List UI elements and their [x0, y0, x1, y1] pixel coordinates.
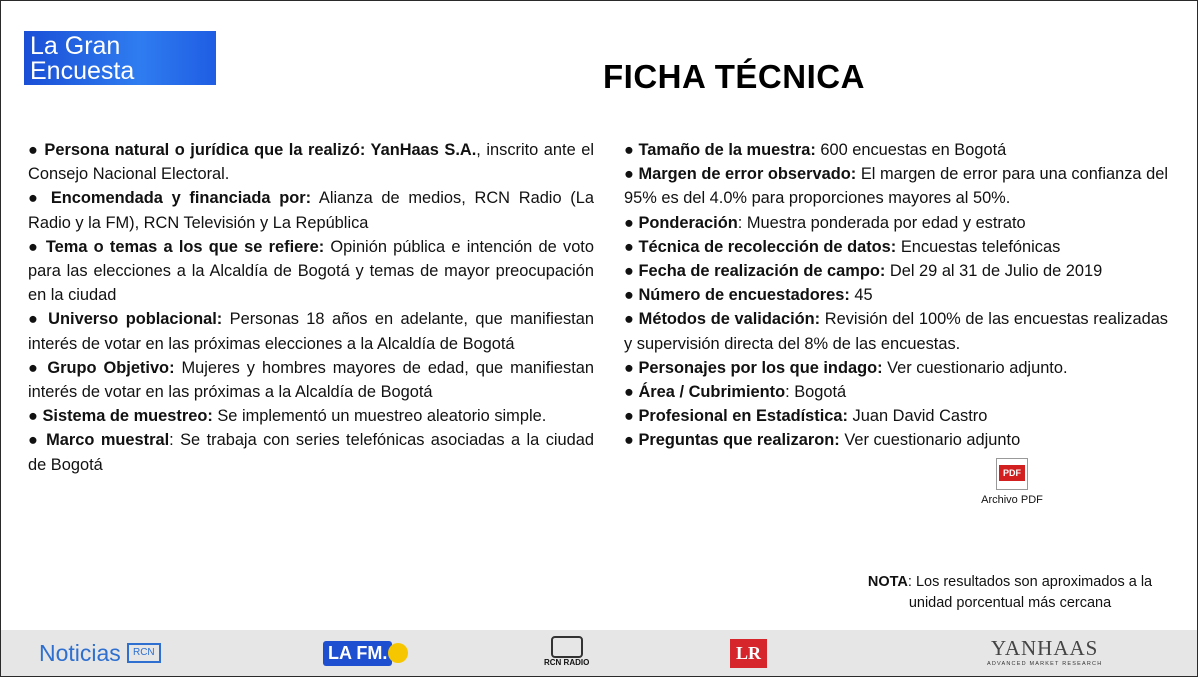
pdf-label: Archivo PDF [981, 494, 1043, 506]
right-column [624, 138, 1168, 453]
logo-line-1: La Gran [30, 32, 121, 60]
item-label: Técnica de recolección de datos: [638, 237, 897, 256]
item-text: Mujeres y hombres mayores de edad, que manifiestan interés de votar en las próximas a la Alcaldía de Bogotá [28, 358, 594, 402]
yanhaas-logo [987, 636, 1102, 670]
pdf-icon-label: PDF [999, 465, 1025, 481]
item-text: Opinión pública e intención de voto para las elecciones a la Alcaldía de Bogotá y temas de mayor preocupación en la ciudad [28, 237, 594, 305]
item-text: Ver cuestionario adjunto [839, 431, 1021, 450]
page-title: FICHA TÉCNICA [603, 58, 865, 95]
item-text: 600 encuestas en Bogotá [815, 141, 1007, 159]
item-text: , inscrito ante el Consejo Nacional Electoral. [28, 141, 594, 184]
item-label: Marco muestral [46, 431, 170, 450]
list-item: ● Fecha de realización de campo: Del 29 al 31 de Julio de 2019 [624, 262, 1103, 281]
item-text: : Muestra ponderada por edad y estrato [737, 213, 1026, 232]
list-item: ● Sistema de muestreo: Se implementó un muestreo aleatorio simple. [28, 407, 547, 426]
rcn-radio-logo [544, 636, 589, 670]
item-text: Se implementó un muestreo aleatorio simple. [212, 407, 547, 426]
noticias-text: Noticias [39, 639, 121, 666]
list-item: ● Técnica de recolección de datos: Encuestas telefónicas [624, 237, 1061, 256]
item-text: : Bogotá [785, 383, 847, 402]
item-label: Margen de error observado: [638, 165, 857, 184]
item-label: Tema o temas a los que se refiere: [45, 237, 325, 256]
item-label: Ponderación [638, 213, 738, 232]
list-item: ● Persona natural o jurídica que la realizó: YanHaas S.A., inscrito ante el Consejo Nacional Electoral. [28, 141, 594, 184]
list-item: ● Personajes por los que indago: Ver cuestionario adjunto. [624, 358, 1068, 377]
rcn-radio-icon [551, 636, 583, 658]
la-fm-dot-icon [388, 643, 408, 663]
item-label: Preguntas que realizaron: [638, 431, 840, 450]
la-republica-logo [730, 636, 767, 670]
item-label: Número de encuestadores: [638, 286, 850, 305]
item-text: Juan David Castro [847, 407, 988, 426]
item-label: Sistema de muestreo: [42, 407, 213, 426]
pdf-attachment[interactable] [980, 458, 1044, 506]
item-label: Persona natural o jurídica que la realizó: YanHaas S.A. [44, 141, 477, 159]
item-text: Ver cuestionario adjunto. [882, 358, 1068, 377]
sponsor-footer [1, 630, 1197, 676]
item-label: Tamaño de la muestra: [638, 141, 816, 159]
list-item: ● Ponderación: Muestra ponderada por edad y estrato [624, 213, 1026, 232]
item-label: Área / Cubrimiento [638, 383, 786, 402]
list-item: ● Grupo Objetivo: Mujeres y hombres mayores de edad, que manifiestan interés de votar en las próximas a la Alcaldía de Bogotá [28, 358, 594, 402]
pdf-file-icon[interactable] [996, 458, 1028, 490]
item-text: Del 29 al 31 de Julio de 2019 [885, 262, 1103, 281]
list-item: ● Preguntas que realizaron: Ver cuestionario adjunto [624, 431, 1021, 450]
rcn-radio-text: RCN RADIO [544, 658, 590, 667]
item-text: Personas 18 años en adelante, que manifiestan interés de votar en las próximas elecciones a la Alcaldía de Bogotá [28, 310, 594, 353]
item-text: : Se trabaja con series telefónicas asociadas a la ciudad de Bogotá [28, 431, 594, 474]
list-item: ● Área / Cubrimiento: Bogotá [624, 383, 847, 402]
item-text: El margen de error para una confianza del 95% es del 4.0% para proporciones mayores al 50%. [624, 165, 1168, 208]
list-item: ● Número de encuestadores: 45 [624, 286, 873, 305]
item-text: Revisión del 100% de las encuestas realizadas y supervisión directa del 8% de las encuestas. [624, 310, 1169, 353]
logo-line-2: Encuesta [30, 57, 135, 85]
list-item: ● Margen de error observado: El margen de error para una confianza del 95% es del 4.0% para proporciones mayores al 50%. [624, 165, 1168, 208]
rcn-mark-icon: RCN [127, 643, 161, 663]
item-label: Profesional en Estadística: [638, 407, 848, 426]
item-label: Encomendada y financiada por: [50, 189, 312, 208]
la-fm-logo [323, 636, 408, 670]
list-item: ● Profesional en Estadística: Juan David Castro [624, 407, 988, 426]
nota-text: : Los resultados son aproximados a la unidad porcentual más cercana [907, 574, 1153, 611]
lr-text: LR [730, 639, 767, 668]
yanhaas-tagline: ADVANCED MARKET RESEARCH [987, 661, 1103, 667]
item-label: Fecha de realización de campo: [638, 262, 886, 281]
list-item: ● Marco muestral: Se trabaja con series telefónicas asociadas a la ciudad de Bogotá [28, 431, 594, 474]
yanhaas-name: YANHAAS [991, 636, 1099, 660]
item-label: Métodos de validación: [638, 310, 821, 329]
item-text: 45 [849, 286, 873, 305]
item-label: Personajes por los que indago: [638, 358, 883, 377]
list-item: ● Universo poblacional: Personas 18 años en adelante, que manifiestan interés de votar en las próximas elecciones a la Alcaldía de Bogotá [28, 310, 594, 353]
nota-label: NOTA [867, 574, 908, 590]
noticias-rcn-logo [39, 636, 161, 670]
la-gran-encuesta-logo [24, 31, 216, 85]
nota-note [850, 572, 1170, 614]
list-item: ● Encomendada y financiada por: Alianza de medios, RCN Radio (La Radio y la FM), RCN Televisión y La República [28, 189, 594, 232]
item-label: Universo poblacional: [48, 310, 223, 329]
la-fm-text: LA FM. [323, 641, 392, 666]
item-text: Alianza de medios, RCN Radio (La Radio y la FM), RCN Televisión y La República [28, 189, 594, 232]
left-column [28, 138, 594, 477]
list-item: ● Métodos de validación: Revisión del 100% de las encuestas realizadas y supervisión directa del 8% de las encuestas. [624, 310, 1169, 353]
item-text: Encuestas telefónicas [896, 237, 1061, 256]
list-item: ● Tamaño de la muestra: 600 encuestas en Bogotá [624, 141, 1007, 159]
list-item: ● Tema o temas a los que se refiere: Opinión pública e intención de voto para las elecciones a la Alcaldía de Bogotá y temas de mayor preocupación en la ciudad [28, 237, 594, 305]
item-label: Grupo Objetivo: [47, 358, 175, 377]
